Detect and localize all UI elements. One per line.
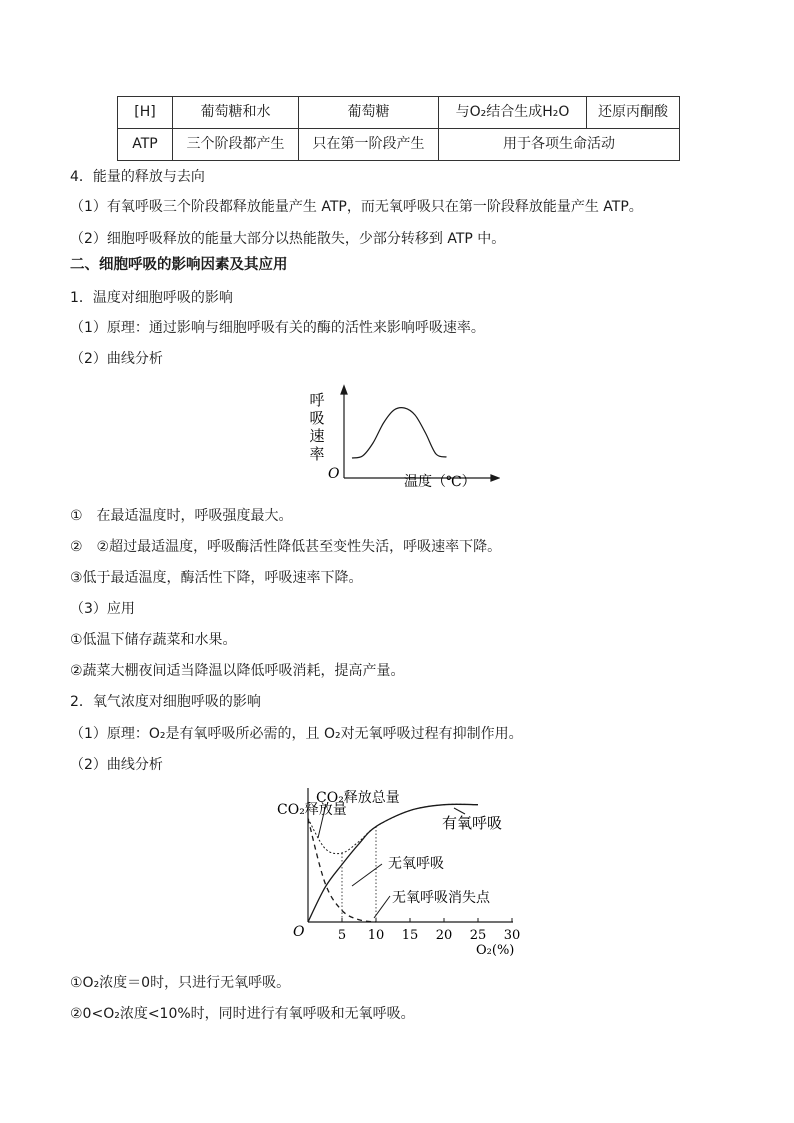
x-tick-label: 25 (469, 928, 487, 943)
respiration-rate-curve (352, 408, 447, 458)
point-2: ② ②超过最适温度，呼吸酶活性降低甚至变性失活，呼吸速率下降。 (70, 539, 502, 555)
table-cell: 用于各项生命活动 (439, 129, 680, 161)
legend-anaerobic: 无氧呼吸 (388, 856, 444, 872)
paragraph: （2）曲线分析 (70, 351, 163, 367)
legend-total-co2: CO₂释放总量 (316, 790, 400, 806)
x-axis-label: 温度（℃） (404, 474, 476, 490)
section-4-title: 4．能量的释放与去向 (70, 169, 205, 185)
y-axis-label-char: 速 (309, 427, 325, 445)
table-cell: ATP (118, 129, 173, 161)
y-axis-label-char: 率 (309, 445, 325, 463)
point-2: ②0<O₂浓度<10%时，同时进行有氧呼吸和无氧呼吸。 (70, 1006, 415, 1022)
leader-line (374, 896, 390, 918)
origin-label: O (293, 924, 305, 940)
point-3: ③低于最适温度，酶活性下降，呼吸速率下降。 (70, 570, 363, 586)
subsection-title: 2．氧气浓度对细胞呼吸的影响 (70, 694, 261, 710)
table-cell: 还原丙酮酸 (587, 97, 680, 129)
origin-label: O (328, 466, 340, 482)
y-axis-label-char: 吸 (309, 409, 325, 427)
point-1: ① 在最适温度时，呼吸强度最大。 (70, 508, 293, 524)
x-tick-label: 5 (337, 928, 347, 943)
y-axis-label-char: 呼 (309, 391, 325, 409)
y-axis-arrow (341, 386, 347, 394)
x-tick-label: 15 (401, 928, 419, 943)
table-row (118, 97, 680, 129)
x-tick-label: 30 (503, 928, 521, 943)
oxygen-curve-chart (270, 782, 530, 962)
paragraph: （1）原理：通过影响与细胞呼吸有关的酶的活性来影响呼吸速率。 (70, 320, 485, 336)
application-2: ②蔬菜大棚夜间适当降温以降低呼吸消耗，提高产量。 (70, 663, 405, 679)
y-axis-label-co2: CO₂释放量 (277, 802, 347, 818)
x-tick-label: 10 (367, 928, 385, 943)
paragraph: （2）曲线分析 (70, 757, 163, 773)
temperature-curve-chart (300, 378, 500, 493)
table-cell: 与O₂结合生成H₂O (439, 97, 587, 129)
paragraph: （1）有氧呼吸三个阶段都释放能量产生 ATP，而无氧呼吸只在第一阶段释放能量产生 ATP。 (70, 199, 643, 215)
legend-aerobic: 有氧呼吸 (442, 814, 503, 832)
comparison-table (117, 96, 680, 161)
paragraph: （2）细胞呼吸释放的能量大部分以热能散失，少部分转移到 ATP 中。 (70, 231, 506, 247)
section-heading: 二、细胞呼吸的影响因素及其应用 (70, 257, 288, 273)
x-axis-arrow (491, 475, 499, 481)
subsection-title: 1．温度对细胞呼吸的影响 (70, 290, 233, 306)
table-row (118, 129, 680, 161)
application-1: ①低温下储存蔬菜和水果。 (70, 632, 237, 648)
table-cell: 葡萄糖和水 (173, 97, 299, 129)
x-axis-label: O₂(%) (476, 943, 515, 958)
annotation-vanish-point: 无氧呼吸消失点 (392, 890, 490, 906)
table-cell: 只在第一阶段产生 (299, 129, 439, 161)
paragraph: （1）原理：O₂是有氧呼吸所必需的，且 O₂对无氧呼吸过程有抑制作用。 (70, 726, 523, 742)
leader-line (352, 864, 382, 886)
table-cell: [H] (118, 97, 173, 129)
point-1: ①O₂浓度＝0时，只进行无氧呼吸。 (70, 975, 291, 991)
application-title: （3）应用 (70, 601, 135, 617)
table-cell: 三个阶段都产生 (173, 129, 299, 161)
table-cell: 葡萄糖 (299, 97, 439, 129)
x-tick-label: 20 (435, 928, 453, 943)
